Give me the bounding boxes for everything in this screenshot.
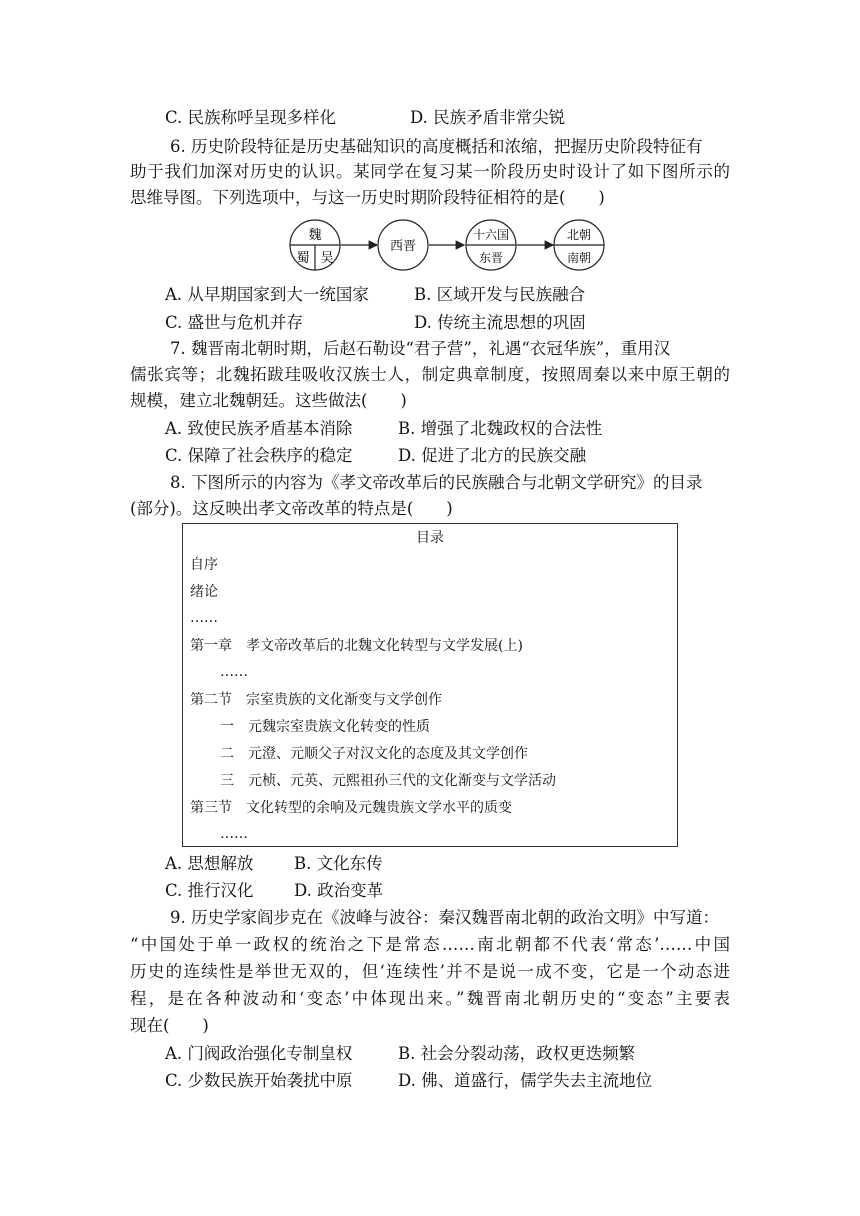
toc-ellipsis-1: …… (190, 610, 218, 626)
node-xijin (378, 220, 428, 270)
toc-item-3: 三 元桢、元英、元熙祖孙三代的文化渐变与文学活动 (220, 773, 556, 789)
q9-stem-line-4: 程，是在各种波动和‘变态’中体现出来。”魏晋南北朝历史的“变态”主要表 (130, 989, 730, 1008)
node-wei-label: 魏 (308, 228, 322, 243)
q9-stem-line-5: 现在( ) (130, 1016, 209, 1035)
q6-option-b: B. 区域开发与民族融合 (414, 285, 586, 304)
toc-introduction: 绪论 (190, 584, 218, 600)
q7-stem-line-1: 7. 魏晋南北朝时期，后赵石勒设“君子营”，礼遇“衣冠华族”，重用汉 (170, 339, 671, 358)
node-beichao-nanchao (554, 220, 604, 270)
q6-option-c: C. 盛世与危机并存 (165, 313, 304, 332)
q5-option-c: C. 民族称呼呈现多样化 (165, 108, 337, 127)
node-beichao-label: 北朝 (566, 228, 592, 242)
toc-chapter-1: 第一章 孝文帝改革后的北魏文化转型与文学发展(上) (190, 638, 523, 654)
node-wei-shu-wu (290, 220, 340, 270)
toc-title: 目录 (416, 530, 444, 546)
q5-option-d: D. 民族矛盾非常尖锐 (410, 108, 566, 127)
toc-ellipsis-2: …… (220, 664, 248, 680)
toc-item-1: 一 元魏宗室贵族文化转变的性质 (220, 719, 430, 735)
q8-stem-line-1: 8. 下图所示的内容为《孝文帝改革后的民族融合与北朝文学研究》的目录 (170, 473, 703, 492)
q9-option-a: A. 门阀政治强化专制皇权 (165, 1044, 353, 1063)
q9-stem-line-1: 9. 历史学家阎步克在《波峰与波谷：秦汉魏晋南北朝的政治文明》中写道： (170, 908, 719, 927)
q7-option-c: C. 保障了社会秩序的稳定 (165, 446, 353, 465)
node-dongjin-label: 东晋 (478, 251, 504, 265)
q6-option-d: D. 传统主流思想的巩固 (414, 313, 586, 332)
q9-option-b: B. 社会分裂动荡，政权更迭频繁 (398, 1044, 636, 1063)
q9-stem-line-2: “中国处于单一政权的统治之下是常态……南北朝都不代表‘常态’……中国 (130, 935, 730, 954)
node-shiliuguo-dongjin (466, 220, 516, 270)
q6-stem-line-2: 助于我们加深对历史的认识。某同学在复习某一阶段历史时设计了如下图所示的 (130, 162, 730, 181)
q6-option-a: A. 从早期国家到大一统国家 (165, 285, 369, 304)
q8-stem-line-2: (部分)。这反映出孝文帝改革的特点是( ) (130, 499, 453, 518)
toc-section-2: 第二节 宗室贵族的文化渐变与文学创作 (190, 692, 442, 708)
q6-stem-line-3: 思维导图。下列选项中，与这一历史时期阶段特征相符的是( ) (130, 188, 605, 207)
q9-option-d: D. 佛、道盛行，儒学失去主流地位 (398, 1071, 653, 1090)
q7-option-d: D. 促进了北方的民族交融 (398, 446, 587, 465)
node-shu-label: 蜀 (296, 251, 310, 266)
q7-option-a: A. 致使民族矛盾基本消除 (165, 419, 353, 438)
node-nanchao-label: 南朝 (566, 251, 592, 265)
node-xijin-label: 西晋 (389, 239, 417, 254)
q8-option-a: A. 思想解放 (165, 854, 254, 873)
q8-option-d: D. 政治变革 (294, 881, 384, 900)
q9-stem-line-3: 历史的连续性是举世无双的，但‘连续性’并不是说一成不变，它是一个动态进 (130, 962, 730, 981)
q7-stem-line-3: 规模，建立北魏朝廷。这些做法( ) (130, 391, 407, 410)
q8-option-b: B. 文化东传 (294, 854, 383, 873)
toc-section-3: 第三节 文化转型的余响及元魏贵族文学水平的质变 (190, 800, 512, 816)
q8-option-c: C. 推行汉化 (165, 881, 254, 900)
toc-preface: 自序 (190, 557, 218, 573)
toc-item-2: 二 元澄、元顺父子对汉文化的态度及其文学创作 (220, 746, 528, 762)
toc-ellipsis-3: …… (220, 826, 248, 842)
q7-stem-line-2: 儒张宾等；北魏拓跋珪吸收汉族士人，制定典章制度，按照周秦以来中原王朝的 (130, 365, 730, 384)
q9-option-c: C. 少数民族开始袭扰中原 (165, 1071, 353, 1090)
node-wu-label: 吴 (320, 251, 334, 266)
node-shiliuguo-label: 十六国 (472, 228, 510, 242)
q7-option-b: B. 增强了北魏政权的合法性 (398, 419, 603, 438)
q6-stem-line-1: 6. 历史阶段特征是历史基础知识的高度概括和浓缩，把握历史阶段特征有 (170, 137, 703, 156)
q6-mind-map-diagram (288, 217, 608, 273)
